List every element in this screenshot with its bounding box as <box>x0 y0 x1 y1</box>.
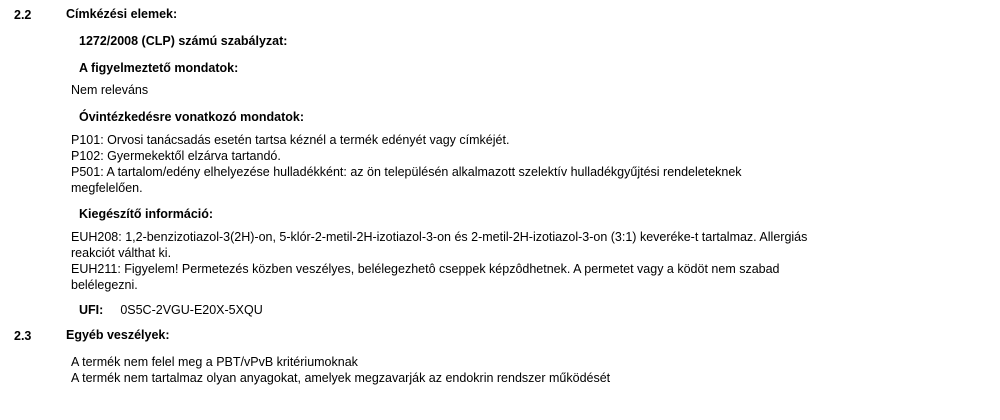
section-2-2 <box>14 6 986 318</box>
ufi-row <box>79 302 986 318</box>
precautionary-statement-line: P101: Orvosi tanácsadás esetén tartsa kéznél a termék edényét vagy címkéjét. <box>71 133 510 147</box>
supplemental-statement-line: belélegezni. <box>71 278 138 292</box>
section-2-3-body <box>66 327 986 386</box>
section-2-2-body <box>66 6 986 318</box>
other-hazards-list <box>71 354 986 386</box>
supplemental-statement-line: EUH211: Figyelem! Permetezés közben veszélyes, belélegezhetô cseppek képzôdhetnek. A permetet vagy a ködöt nem szabad <box>71 262 780 276</box>
precautionary-statement-line: megfelelően. <box>71 181 143 195</box>
supplemental-info-heading: Kiegészítő információ: <box>79 207 214 221</box>
supplemental-info-list <box>71 229 971 293</box>
hazard-statements-text: Nem releváns <box>71 83 149 97</box>
precautionary-statement-line: P102: Gyermekektől elzárva tartandó. <box>71 149 281 163</box>
clp-regulation-heading: 1272/2008 (CLP) számú szabályzat: <box>79 34 288 48</box>
supplemental-statement-line: EUH208: 1,2-benzizotiazol-3(2H)-on, 5-klór-2-metil-2H-izotiazol-3-on és 2-metil-2H-izotiazol-3-on (3:1) keveréke-t tartalmaz. Allergiás <box>71 230 808 244</box>
precautionary-statement-line: P501: A tartalom/edény elhelyezése hulladékként: az ön településén alkalmazott szelektív hulladékgyűjtési rendeleteknek <box>71 165 742 179</box>
other-hazard-line: A termék nem felel meg a PBT/vPvB kritériumoknak <box>71 355 358 369</box>
ufi-label: UFI: <box>79 303 104 317</box>
supplemental-statement-line: reakciót válthat ki. <box>71 246 172 260</box>
section-2-3-number: 2.3 <box>14 329 32 343</box>
section-2-2-title: Címkézési elemek: <box>66 7 178 21</box>
other-hazard-line: A termék nem tartalmaz olyan anyagokat, amelyek megzavarják az endokrin rendszer működését <box>71 371 611 385</box>
section-2-3-title: Egyéb veszélyek: <box>66 328 170 342</box>
precautionary-statements-list <box>71 132 971 196</box>
ufi-value: 0S5C-2VGU-E20X-5XQU <box>120 303 263 317</box>
section-2-2-number: 2.2 <box>14 8 32 22</box>
section-2-3 <box>14 327 986 386</box>
hazard-statements-heading: A figyelmeztető mondatok: <box>79 61 239 75</box>
precautionary-statements-heading: Óvintézkedésre vonatkozó mondatok: <box>79 110 305 124</box>
